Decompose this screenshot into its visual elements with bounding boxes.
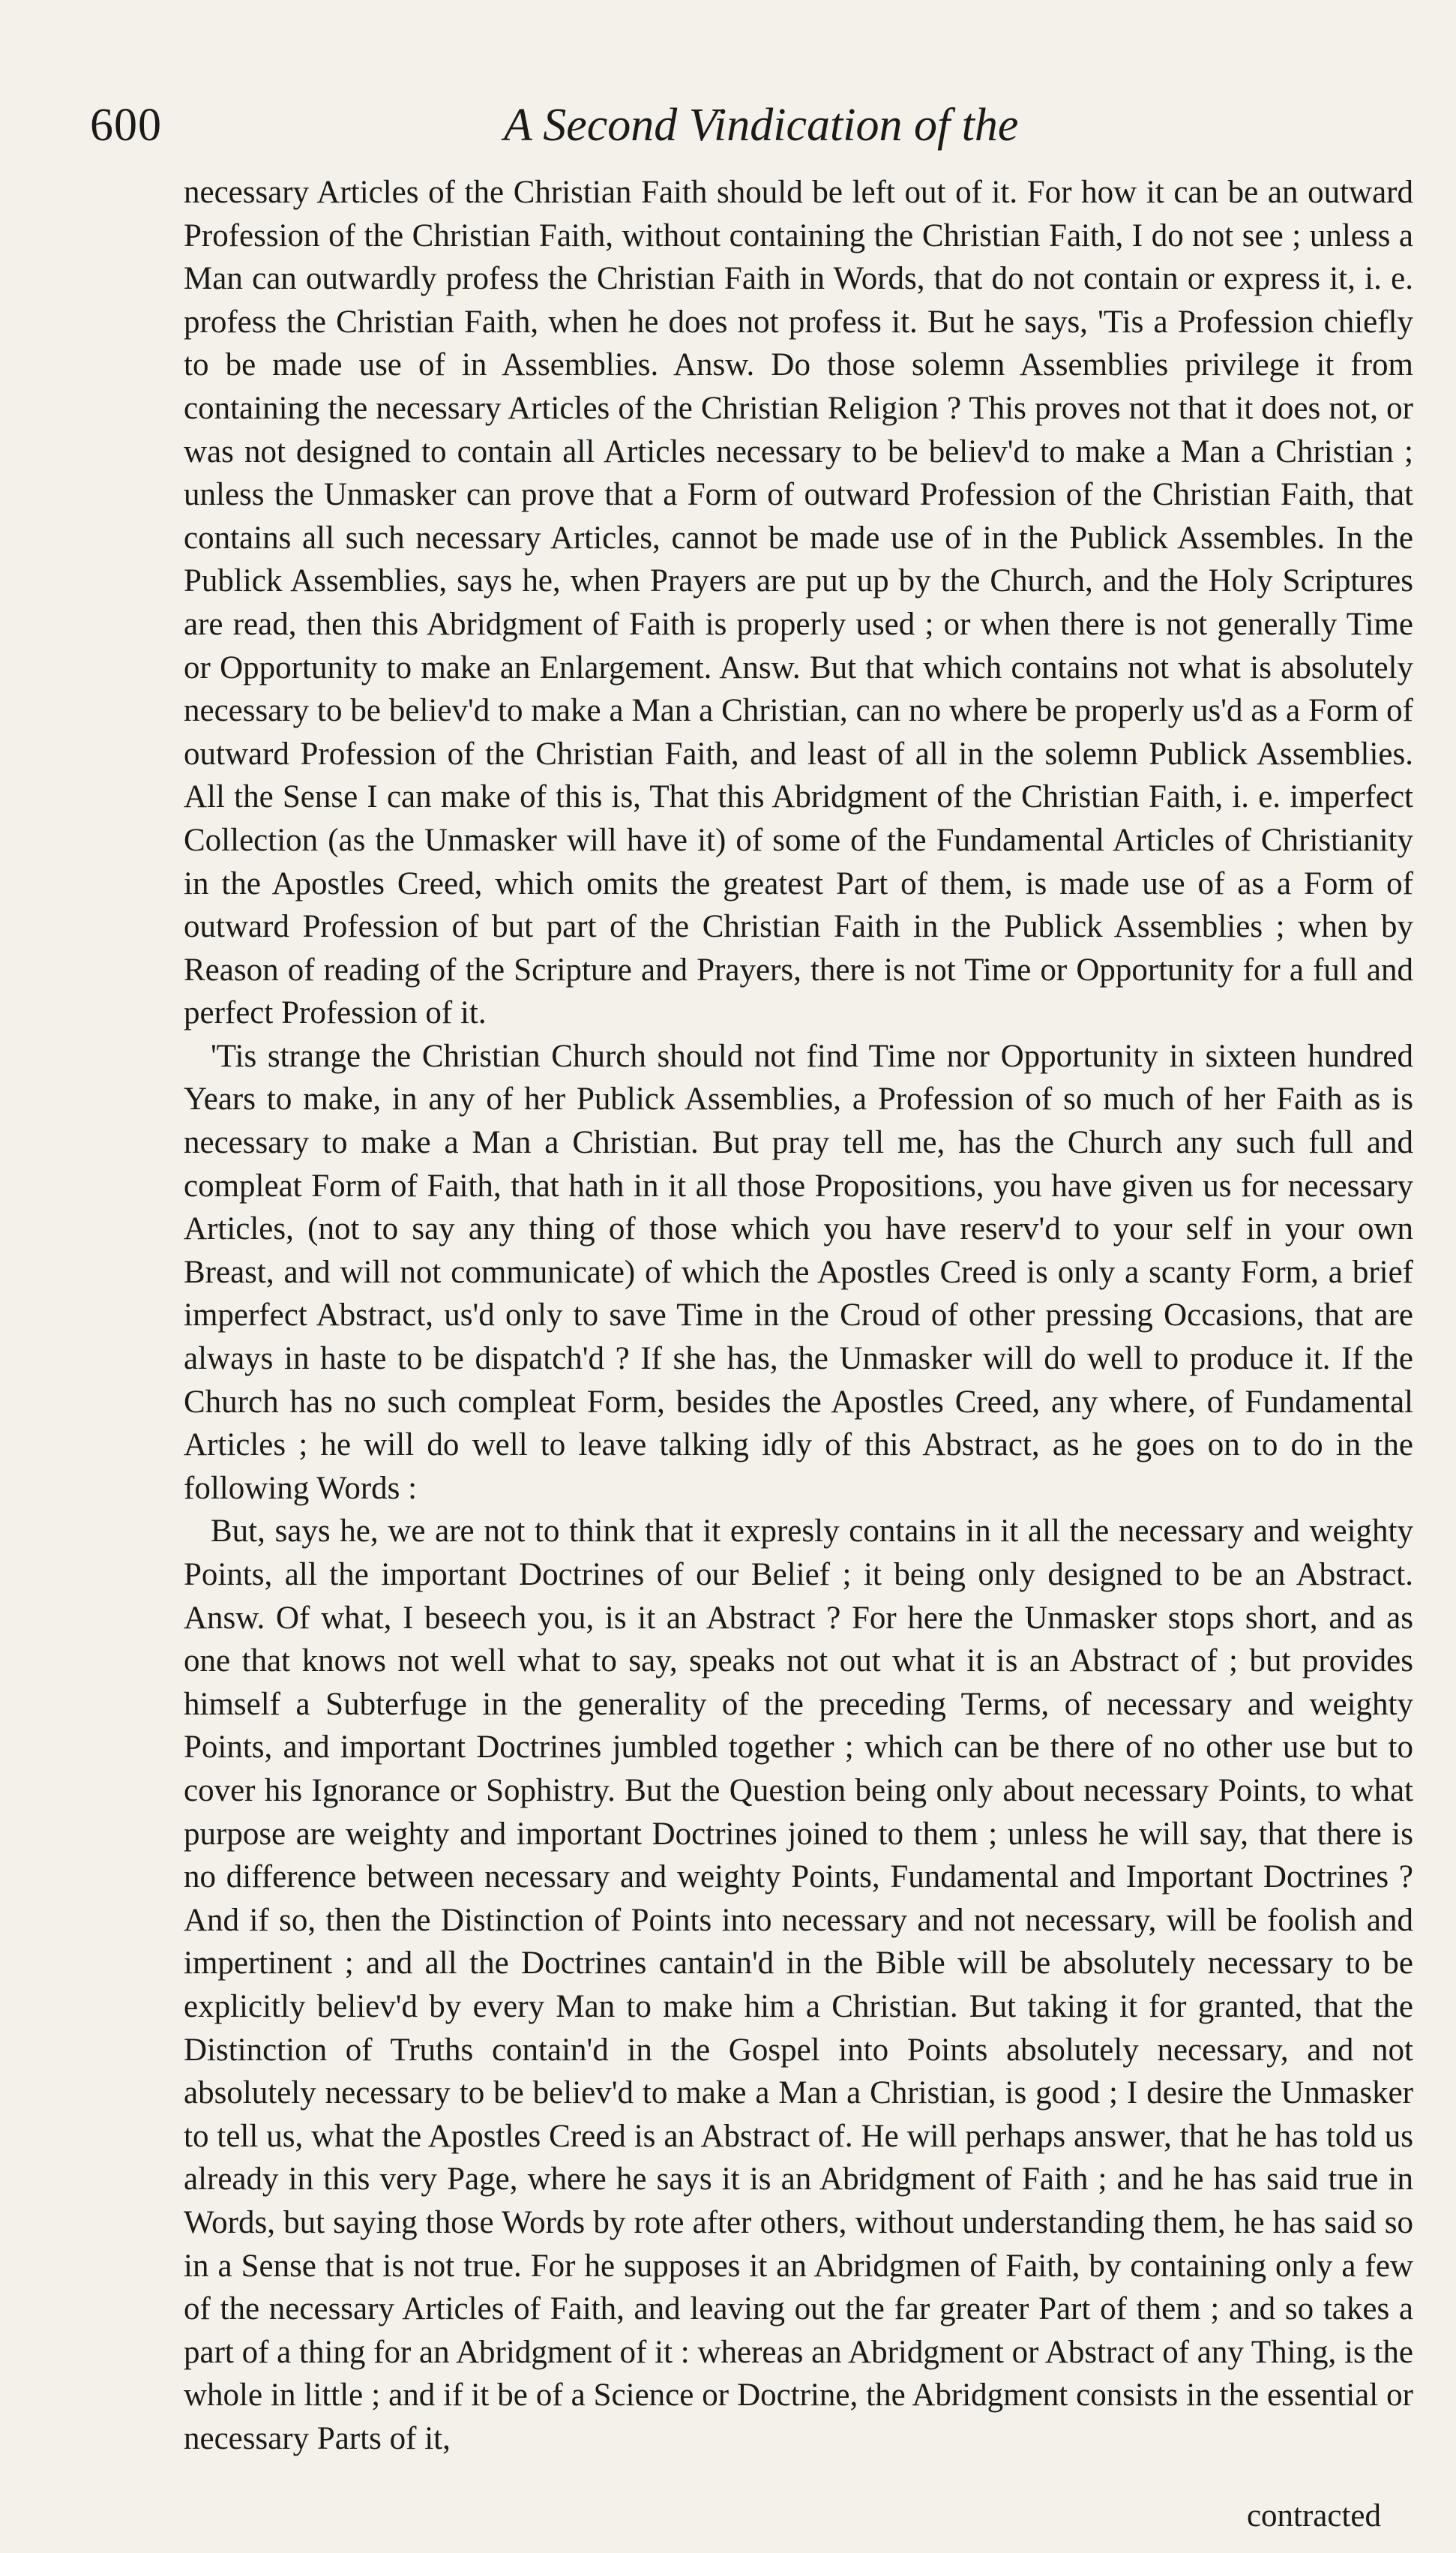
body-text <box>184 171 1413 2460</box>
catchword: contracted <box>1246 2498 1381 2534</box>
paragraph: But, says he, we are not to think that it expresly contains in it all the necessary and weighty Points, all the important Doctrines of our Belief ; it being only designed to be an Abstract. Answ. Of what, I beseech you, is it an Abstract ? For here the Unmasker stops short, and as one that knows not well what to say, speaks not out what it is an Abstract of ; but provides himself a Subterfuge in the generality of the preceding Terms, of necessary and weighty Points, and important Doctrines jumbled together ; which can be there of no other use but to cover his Ignorance or Sophistry. But the Question being only about necessary Points, to what purpose are weighty and important Doctrines joined to them ; unless he will say, that there is no difference between necessary and weighty Points, Fundamental and Important Doctrines ? And if so, then the Distinction of Points into necessary and not necessary, will be foolish and impertinent ; and all the Doctrines cantain'd in the Bible will be absolutely necessary to be explicitly believ'd by every Man to make him a Christian. But taking it for granted, that the Distinction of Truths contain'd in the Gospel into Points absolutely necessary, and not absolutely necessary to be believ'd to make a Man a Christian, is good ; I desire the Unmasker to tell us, what the Apostles Creed is an Abstract of. He will perhaps answer, that he has told us already in this very Page, where he says it is an Abridgment of Faith ; and he has said true in Words, but saying those Words by rote after others, without understanding them, he has said so in a Sense that is not true. For he supposes it an Abridgmen of Faith, by containing only a few of the necessary Articles of Faith, and leaving out the far greater Part of them ; and so takes a part of a thing for an Abridgment of it : whereas an Abridgment or Abstract of any Thing, is the whole in little ; and if it be of a Science or Doctrine, the Abridgment consists in the essential or necessary Parts of it, <box>184 1514 1414 2456</box>
page-header <box>90 99 1410 166</box>
running-title: A Second Vindication of the <box>504 100 1019 151</box>
paragraph: 'Tis strange the Christian Church should not find Time nor Opportunity in sixteen hundred Years to make, in any of her Publick Assemblies, a Profession of so much of her Faith as is necessary to make a Man a Christian. But pray tell me, has the Church any such full and compleat Form of Faith, that hath in it all those Propositions, you have given us for necessary Articles, (not to say any thing of those which you have reserv'd to your self in your own Breast, and will not communicate) of which the Apostles Creed is only a scanty Form, a brief imperfect Abstract, us'd only to save Time in the Croud of other pressing Occasions, that are always in haste to be dispatch'd ? If she has, the Unmasker will do well to produce it. If the Church has no such compleat Form, besides the Apostles Creed, any where, of Fundamental Articles ; he will do well to leave talking idly of this Abstract, as he goes on to do in the following Words : <box>184 1038 1413 1506</box>
page-number: 600 <box>90 100 162 151</box>
paragraph: necessary Articles of the Christian Faith should be left out of it. For how it can be an outward Profession of the Christian Faith, without containing the Christian Faith, I do not see ; unless a Man can outwardly profess the Christian Faith in Words, that do not contain or express it, i. e. profess the Christian Faith, when he does not profess it. But he says, 'Tis a Profession chiefly to be made use of in Assemblies. Answ. Do those solemn Assemblies privilege it from containing the necessary Articles of the Christian Religion ? This proves not that it does not, or was not designed to contain all Articles necessary to be believ'd to make a Man a Christian ; unless the Unmasker can prove that a Form of outward Profession of the Christian Faith, that contains all such necessary Articles, cannot be made use of in the Publick Assembles. In the Publick Assemblies, says he, when Prayers are put up by the Church, and the Holy Scriptures are read, then this Abridgment of Faith is properly used ; or when there is not generally Time or Opportunity to make an Enlargement. Answ. But that which contains not what is absolutely necessary to be believ'd to make a Man a Christian, can no where be properly us'd as a Form of outward Profession of the Christian Faith, and least of all in the solemn Publick Assemblies. All the Sense I can make of this is, That this Abridgment of the Christian Faith, i. e. imperfect Collection (as the Unmasker will have it) of some of the Fundamental Articles of Christianity in the Apostles Creed, which omits the greatest Part of them, is made use of as a Form of outward Profession of but part of the Christian Faith in the Publick Assemblies ; when by Reason of reading of the Scripture and Prayers, there is not Time or Opportunity for a full and perfect Profession of it. <box>184 175 1413 1031</box>
